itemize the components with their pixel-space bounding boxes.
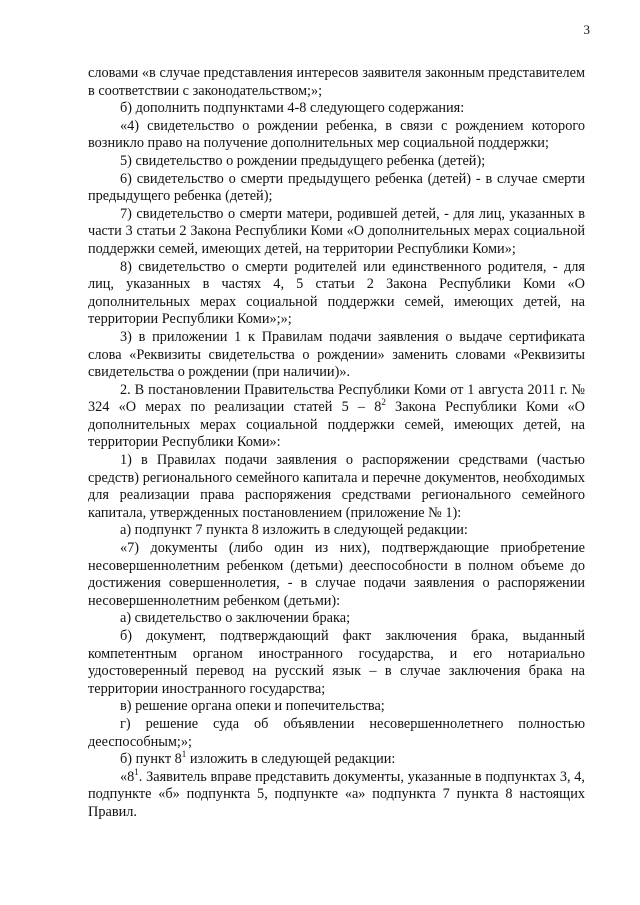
paragraph: 5) свидетельство о рождении предыдущего ребенка (детей); — [120, 152, 486, 169]
superscript: 2 — [381, 397, 386, 408]
text-run: . Заявитель вправе представить документы, указанные в подпунктах 3, 4, подпункте «б» подпункта 5, подпункте «а» подпункта 7 пункта 8 настоящих Правил. — [88, 768, 585, 820]
paragraph: 6) свидетельство о смерти предыдущего ребенка (детей) - в случае смерти предыдущего ребенка (детей); — [88, 170, 585, 205]
paragraph: 8) свидетельство о смерти родителей или единственного родителя, - для лиц, указанных в частях 4, 5 статьи 2 Закона Республики Коми «О дополнительных мерах социальной поддержки семей, имеющих детей, на территории Республики Коми»;»; — [88, 258, 585, 328]
paragraph: в) решение органа опеки и попечительства; — [120, 698, 385, 715]
superscript: 1 — [134, 766, 139, 777]
paragraph: 1) в Правилах подачи заявления о распоряжении средствами (частью средств) регионального семейного капитала и перечне документов, необходимых для реализации права распоряжения средствами регионального семейного капитала, утвержденных постановлением (приложение № 1): — [88, 452, 585, 521]
paragraph: 3) в приложении 1 к Правилам подачи заявления о выдаче сертификата слова «Реквизиты свидетельства о рождении» заменить словами «Реквизиты свидетельства о рождении (при наличии)». — [88, 328, 585, 381]
paragraph: г) решение суда об объявлении несовершеннолетнего полностью дееспособным;»; — [88, 715, 585, 750]
paragraph: «4) свидетельство о рождении ребенка, в связи с рождением которого возникло право на получение дополнительных мер социальной поддержки; — [88, 117, 585, 152]
text-run: 2. В постановлении Правительства Республики Коми от 1 августа 2011 г. № 324 «О мерах по реализации статей 5 – 8 — [88, 381, 585, 416]
text-run: Закона Республики Коми «О дополнительных мерах социальной поддержки семей, имеющих детей, на территории Республики Коми»: — [88, 399, 585, 451]
paragraph: а) подпункт 7 пункта 8 изложить в следующей редакции: — [120, 522, 468, 539]
paragraph: «7) документы (либо один из них), подтверждающие приобретение несовершеннолетним ребенком (детьми) дееспособности в полном объеме до достижения совершеннолетия, - в случае подачи заявления о распоряжении несовершеннолетним ребенком (детьми): — [88, 540, 585, 609]
text-run: б) пункт 8 — [120, 751, 182, 768]
text-run: изложить в следующей редакции: — [186, 751, 396, 768]
superscript: 1 — [181, 749, 187, 760]
paragraph: б) документ, подтверждающий факт заключения брака, выданный компетентным органом иностранного государства, и его нотариально удостоверенный перевод на русский язык – в случае заключения брака на территории иностранного государства; — [88, 628, 585, 697]
document-body — [88, 65, 585, 822]
paragraph: б) дополнить подпунктами 4-8 следующего содержания: — [120, 100, 465, 117]
paragraph: словами «в случае представления интересов заявителя законным представителем в соответствии с законодательством;»; — [88, 65, 585, 99]
paragraph — [88, 766, 585, 822]
paragraph — [88, 751, 585, 769]
paragraph: 7) свидетельство о смерти матери, родившей детей, - для лиц, указанных в части 3 статьи 2 Закона Республики Коми «О дополнительных мерах социальной поддержки семей, имеющих детей, на территории Республики Коми»; — [88, 205, 585, 257]
paragraph — [88, 382, 585, 452]
paragraph: а) свидетельство о заключении брака; — [120, 610, 351, 627]
text-run: «8 — [120, 768, 135, 785]
page-number: 3 — [583, 22, 590, 37]
